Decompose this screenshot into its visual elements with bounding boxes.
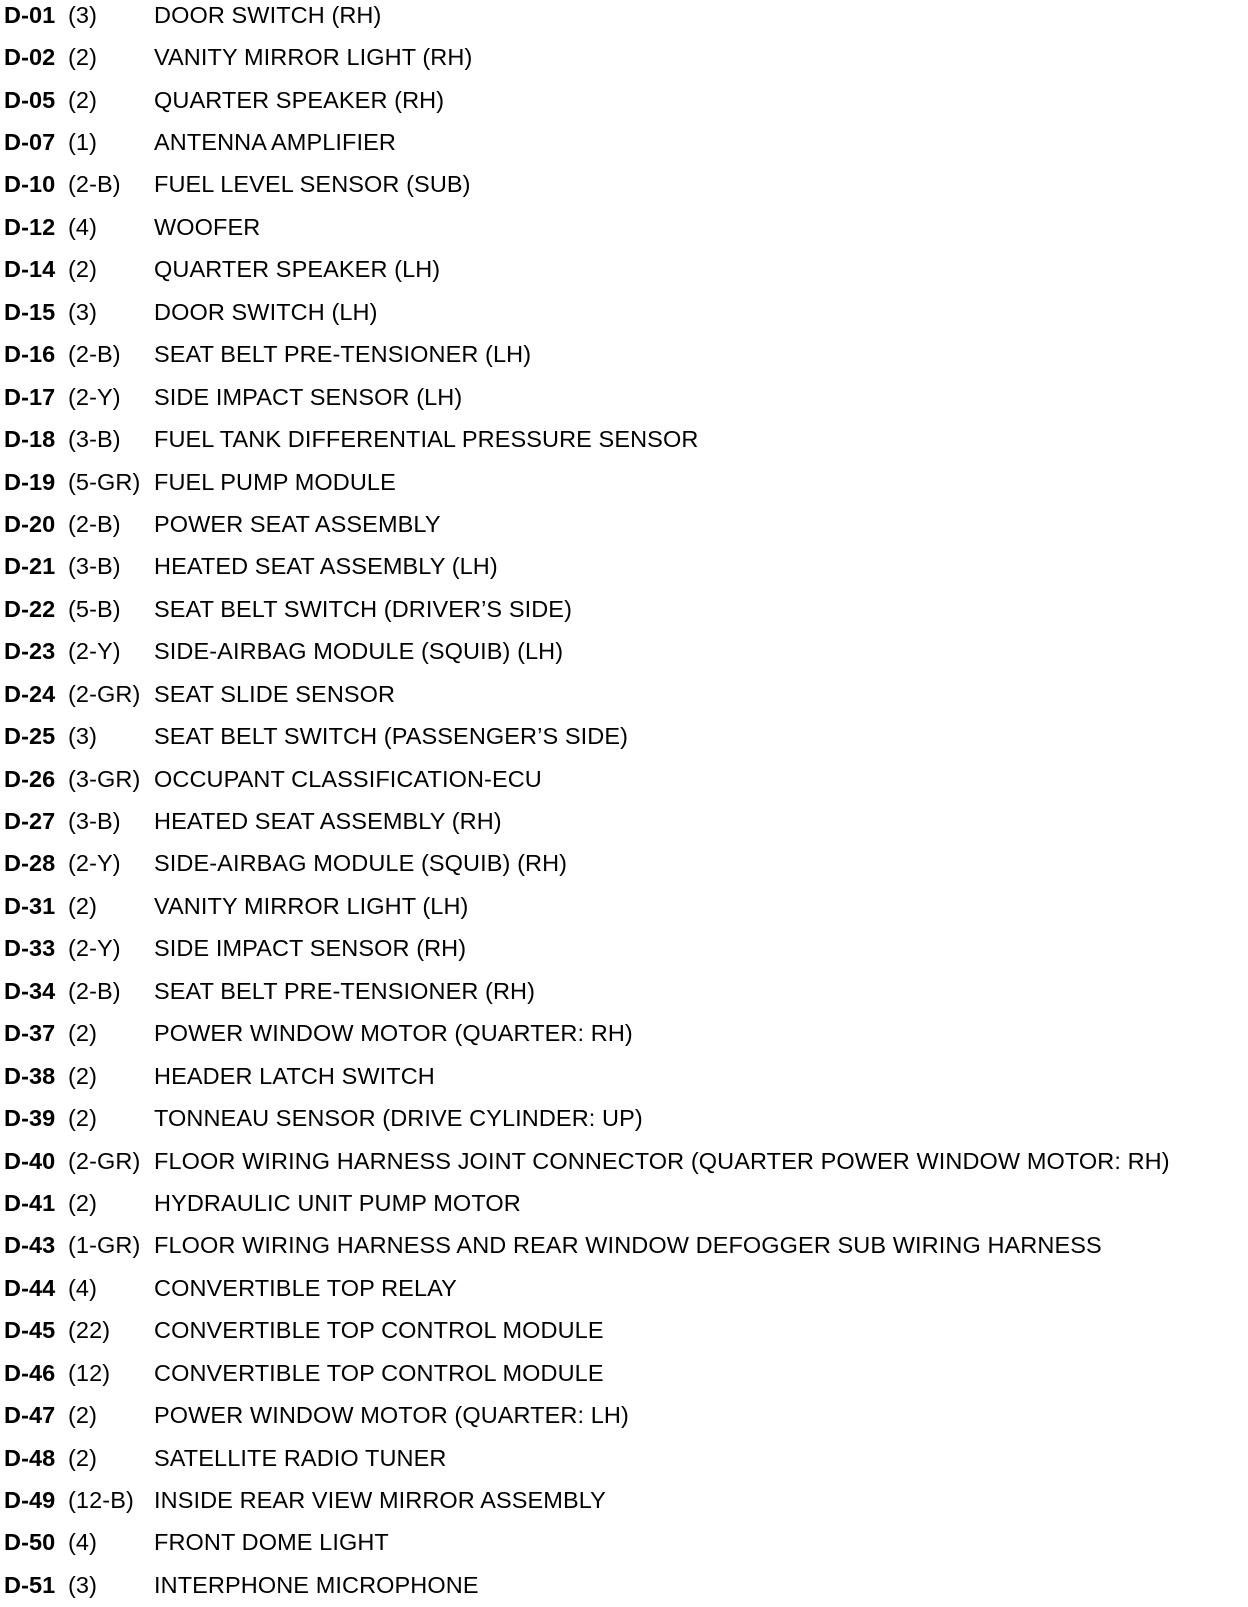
connector-code: D-02 bbox=[4, 44, 56, 71]
connector-description: SATELLITE RADIO TUNER bbox=[154, 1444, 447, 1471]
connector-description: ANTENNA AMPLIFIER bbox=[154, 129, 396, 156]
connector-code: D-07 bbox=[4, 129, 56, 156]
connector-description: QUARTER SPEAKER (RH) bbox=[154, 86, 445, 113]
connector-pins: (12-B) bbox=[68, 1487, 134, 1514]
connector-code: D-01 bbox=[4, 1, 56, 28]
connector-pins: (2) bbox=[68, 1402, 98, 1429]
connector-code: D-28 bbox=[4, 850, 56, 877]
connector-code: D-44 bbox=[4, 1274, 56, 1301]
connector-code: D-50 bbox=[4, 1529, 56, 1556]
connector-pins: (2) bbox=[68, 256, 98, 283]
connector-pins: (1) bbox=[68, 129, 98, 156]
connector-code: D-23 bbox=[4, 638, 56, 665]
connector-description: SEAT BELT PRE-TENSIONER (RH) bbox=[154, 977, 536, 1004]
connector-code: D-20 bbox=[4, 510, 56, 537]
connector-code: D-46 bbox=[4, 1359, 56, 1386]
connector-code: D-33 bbox=[4, 935, 56, 962]
connector-pins: (2) bbox=[68, 892, 98, 919]
connector-pins: (5-GR) bbox=[68, 468, 141, 495]
connector-description: FUEL TANK DIFFERENTIAL PRESSURE SENSOR bbox=[154, 426, 699, 453]
connector-pins: (2) bbox=[68, 1189, 98, 1216]
connector-pins: (4) bbox=[68, 1529, 98, 1556]
connector-pins: (2-B) bbox=[68, 171, 121, 198]
connector-row bbox=[4, 164, 1244, 206]
connector-code: D-16 bbox=[4, 341, 56, 368]
connector-code: D-43 bbox=[4, 1232, 56, 1259]
connector-code: D-34 bbox=[4, 977, 56, 1004]
connector-description: POWER WINDOW MOTOR (QUARTER: LH) bbox=[154, 1402, 629, 1429]
connector-row bbox=[4, 546, 1244, 588]
connector-row bbox=[4, 715, 1244, 757]
connector-row bbox=[4, 249, 1244, 291]
connector-code: D-47 bbox=[4, 1402, 56, 1429]
connector-row bbox=[4, 1394, 1244, 1436]
connector-code: D-15 bbox=[4, 298, 56, 325]
connector-row bbox=[4, 588, 1244, 630]
connector-description: QUARTER SPEAKER (LH) bbox=[154, 256, 441, 283]
connector-row bbox=[4, 1225, 1244, 1267]
connector-description: DOOR SWITCH (RH) bbox=[154, 1, 382, 28]
connector-description: HEADER LATCH SWITCH bbox=[154, 1062, 435, 1089]
connector-code: D-24 bbox=[4, 680, 56, 707]
connector-pins: (2-GR) bbox=[68, 680, 141, 707]
connector-pins: (2) bbox=[68, 86, 98, 113]
connector-row bbox=[4, 1564, 1244, 1606]
connector-row bbox=[4, 1055, 1244, 1097]
connector-pins: (4) bbox=[68, 213, 98, 240]
connector-row bbox=[4, 1140, 1244, 1182]
connector-row bbox=[4, 1097, 1244, 1139]
connector-row bbox=[4, 1522, 1244, 1564]
connector-description: HYDRAULIC UNIT PUMP MOTOR bbox=[154, 1189, 521, 1216]
connector-description: INTERPHONE MICROPHONE bbox=[154, 1571, 479, 1598]
connector-row bbox=[4, 928, 1244, 970]
connector-description: HEATED SEAT ASSEMBLY (RH) bbox=[154, 808, 502, 835]
connector-description: DOOR SWITCH (LH) bbox=[154, 298, 378, 325]
connector-pins: (2) bbox=[68, 1105, 98, 1132]
connector-code: D-27 bbox=[4, 808, 56, 835]
connector-row bbox=[4, 758, 1244, 800]
connector-pins: (2) bbox=[68, 1444, 98, 1471]
connector-row bbox=[4, 1267, 1244, 1309]
connector-pins: (2-B) bbox=[68, 510, 121, 537]
connector-pins: (2-B) bbox=[68, 977, 121, 1004]
connector-list bbox=[4, 0, 1244, 1607]
connector-description: SEAT BELT PRE-TENSIONER (LH) bbox=[154, 341, 532, 368]
connector-code: D-38 bbox=[4, 1062, 56, 1089]
connector-description: CONVERTIBLE TOP CONTROL MODULE bbox=[154, 1359, 604, 1386]
connector-code: D-19 bbox=[4, 468, 56, 495]
connector-pins: (3) bbox=[68, 1571, 98, 1598]
connector-code: D-10 bbox=[4, 171, 56, 198]
connector-row bbox=[4, 1437, 1244, 1479]
connector-row bbox=[4, 631, 1244, 673]
connector-row bbox=[4, 1182, 1244, 1224]
connector-description: SIDE IMPACT SENSOR (RH) bbox=[154, 935, 467, 962]
connector-description: FUEL PUMP MODULE bbox=[154, 468, 396, 495]
connector-row bbox=[4, 0, 1244, 36]
connector-row bbox=[4, 418, 1244, 460]
connector-pins: (3) bbox=[68, 298, 98, 325]
connector-code: D-41 bbox=[4, 1189, 56, 1216]
connector-row bbox=[4, 376, 1244, 418]
connector-description: SEAT SLIDE SENSOR bbox=[154, 680, 396, 707]
connector-row bbox=[4, 970, 1244, 1012]
connector-description: CONVERTIBLE TOP RELAY bbox=[154, 1274, 457, 1301]
connector-row bbox=[4, 1352, 1244, 1394]
connector-row bbox=[4, 36, 1244, 78]
connector-description: SIDE-AIRBAG MODULE (SQUIB) (RH) bbox=[154, 850, 568, 877]
connector-pins: (22) bbox=[68, 1317, 111, 1344]
connector-description: SIDE-AIRBAG MODULE (SQUIB) (LH) bbox=[154, 638, 564, 665]
connector-row bbox=[4, 121, 1244, 163]
connector-pins: (3-B) bbox=[68, 553, 121, 580]
connector-pins: (3-GR) bbox=[68, 765, 141, 792]
connector-row bbox=[4, 843, 1244, 885]
connector-row bbox=[4, 885, 1244, 927]
connector-row bbox=[4, 1310, 1244, 1352]
connector-pins: (4) bbox=[68, 1274, 98, 1301]
connector-description: CONVERTIBLE TOP CONTROL MODULE bbox=[154, 1317, 604, 1344]
connector-pins: (3) bbox=[68, 1, 98, 28]
connector-description: VANITY MIRROR LIGHT (LH) bbox=[154, 892, 469, 919]
connector-code: D-17 bbox=[4, 383, 56, 410]
connector-code: D-40 bbox=[4, 1147, 56, 1174]
connector-description: FLOOR WIRING HARNESS JOINT CONNECTOR (QUARTER POWER WINDOW MOTOR: RH) bbox=[154, 1147, 1170, 1174]
connector-description: POWER SEAT ASSEMBLY bbox=[154, 510, 441, 537]
connector-row bbox=[4, 1013, 1244, 1055]
connector-row bbox=[4, 461, 1244, 503]
connector-description: TONNEAU SENSOR (DRIVE CYLINDER: UP) bbox=[154, 1105, 643, 1132]
connector-code: D-39 bbox=[4, 1105, 56, 1132]
connector-code: D-48 bbox=[4, 1444, 56, 1471]
connector-description: SIDE IMPACT SENSOR (LH) bbox=[154, 383, 463, 410]
connector-description: FRONT DOME LIGHT bbox=[154, 1529, 389, 1556]
connector-row bbox=[4, 1479, 1244, 1521]
connector-description: INSIDE REAR VIEW MIRROR ASSEMBLY bbox=[154, 1487, 606, 1514]
connector-row bbox=[4, 79, 1244, 121]
connector-row bbox=[4, 291, 1244, 333]
connector-pins: (3-B) bbox=[68, 426, 121, 453]
connector-pins: (2-Y) bbox=[68, 383, 121, 410]
connector-description: HEATED SEAT ASSEMBLY (LH) bbox=[154, 553, 498, 580]
connector-pins: (3-B) bbox=[68, 808, 121, 835]
connector-code: D-31 bbox=[4, 892, 56, 919]
connector-code: D-22 bbox=[4, 595, 56, 622]
connector-code: D-25 bbox=[4, 723, 56, 750]
connector-pins: (2-B) bbox=[68, 341, 121, 368]
connector-description: SEAT BELT SWITCH (PASSENGER’S SIDE) bbox=[154, 723, 629, 750]
connector-pins: (2-Y) bbox=[68, 935, 121, 962]
connector-pins: (2-GR) bbox=[68, 1147, 141, 1174]
connector-code: D-49 bbox=[4, 1487, 56, 1514]
connector-pins: (2) bbox=[68, 44, 98, 71]
connector-pins: (5-B) bbox=[68, 595, 121, 622]
connector-code: D-45 bbox=[4, 1317, 56, 1344]
connector-row bbox=[4, 503, 1244, 545]
connector-pins: (2) bbox=[68, 1062, 98, 1089]
connector-pins: (2-Y) bbox=[68, 638, 121, 665]
connector-code: D-51 bbox=[4, 1571, 56, 1598]
connector-code: D-12 bbox=[4, 213, 56, 240]
connector-description: WOOFER bbox=[154, 213, 261, 240]
connector-pins: (2) bbox=[68, 1020, 98, 1047]
connector-pins: (3) bbox=[68, 723, 98, 750]
connector-row bbox=[4, 334, 1244, 376]
connector-description: SEAT BELT SWITCH (DRIVER’S SIDE) bbox=[154, 595, 572, 622]
connector-description: VANITY MIRROR LIGHT (RH) bbox=[154, 44, 473, 71]
connector-row bbox=[4, 673, 1244, 715]
connector-code: D-14 bbox=[4, 256, 56, 283]
connector-description: FUEL LEVEL SENSOR (SUB) bbox=[154, 171, 471, 198]
connector-description: POWER WINDOW MOTOR (QUARTER: RH) bbox=[154, 1020, 633, 1047]
connector-description: FLOOR WIRING HARNESS AND REAR WINDOW DEFOGGER SUB WIRING HARNESS bbox=[154, 1232, 1102, 1259]
connector-code: D-37 bbox=[4, 1020, 56, 1047]
connector-description: OCCUPANT CLASSIFICATION-ECU bbox=[154, 765, 542, 792]
connector-row bbox=[4, 206, 1244, 248]
connector-code: D-05 bbox=[4, 86, 56, 113]
connector-pins: (1-GR) bbox=[68, 1232, 141, 1259]
connector-pins: (2-Y) bbox=[68, 850, 121, 877]
connector-row bbox=[4, 800, 1244, 842]
connector-code: D-26 bbox=[4, 765, 56, 792]
connector-code: D-21 bbox=[4, 553, 56, 580]
connector-pins: (12) bbox=[68, 1359, 111, 1386]
connector-code: D-18 bbox=[4, 426, 56, 453]
